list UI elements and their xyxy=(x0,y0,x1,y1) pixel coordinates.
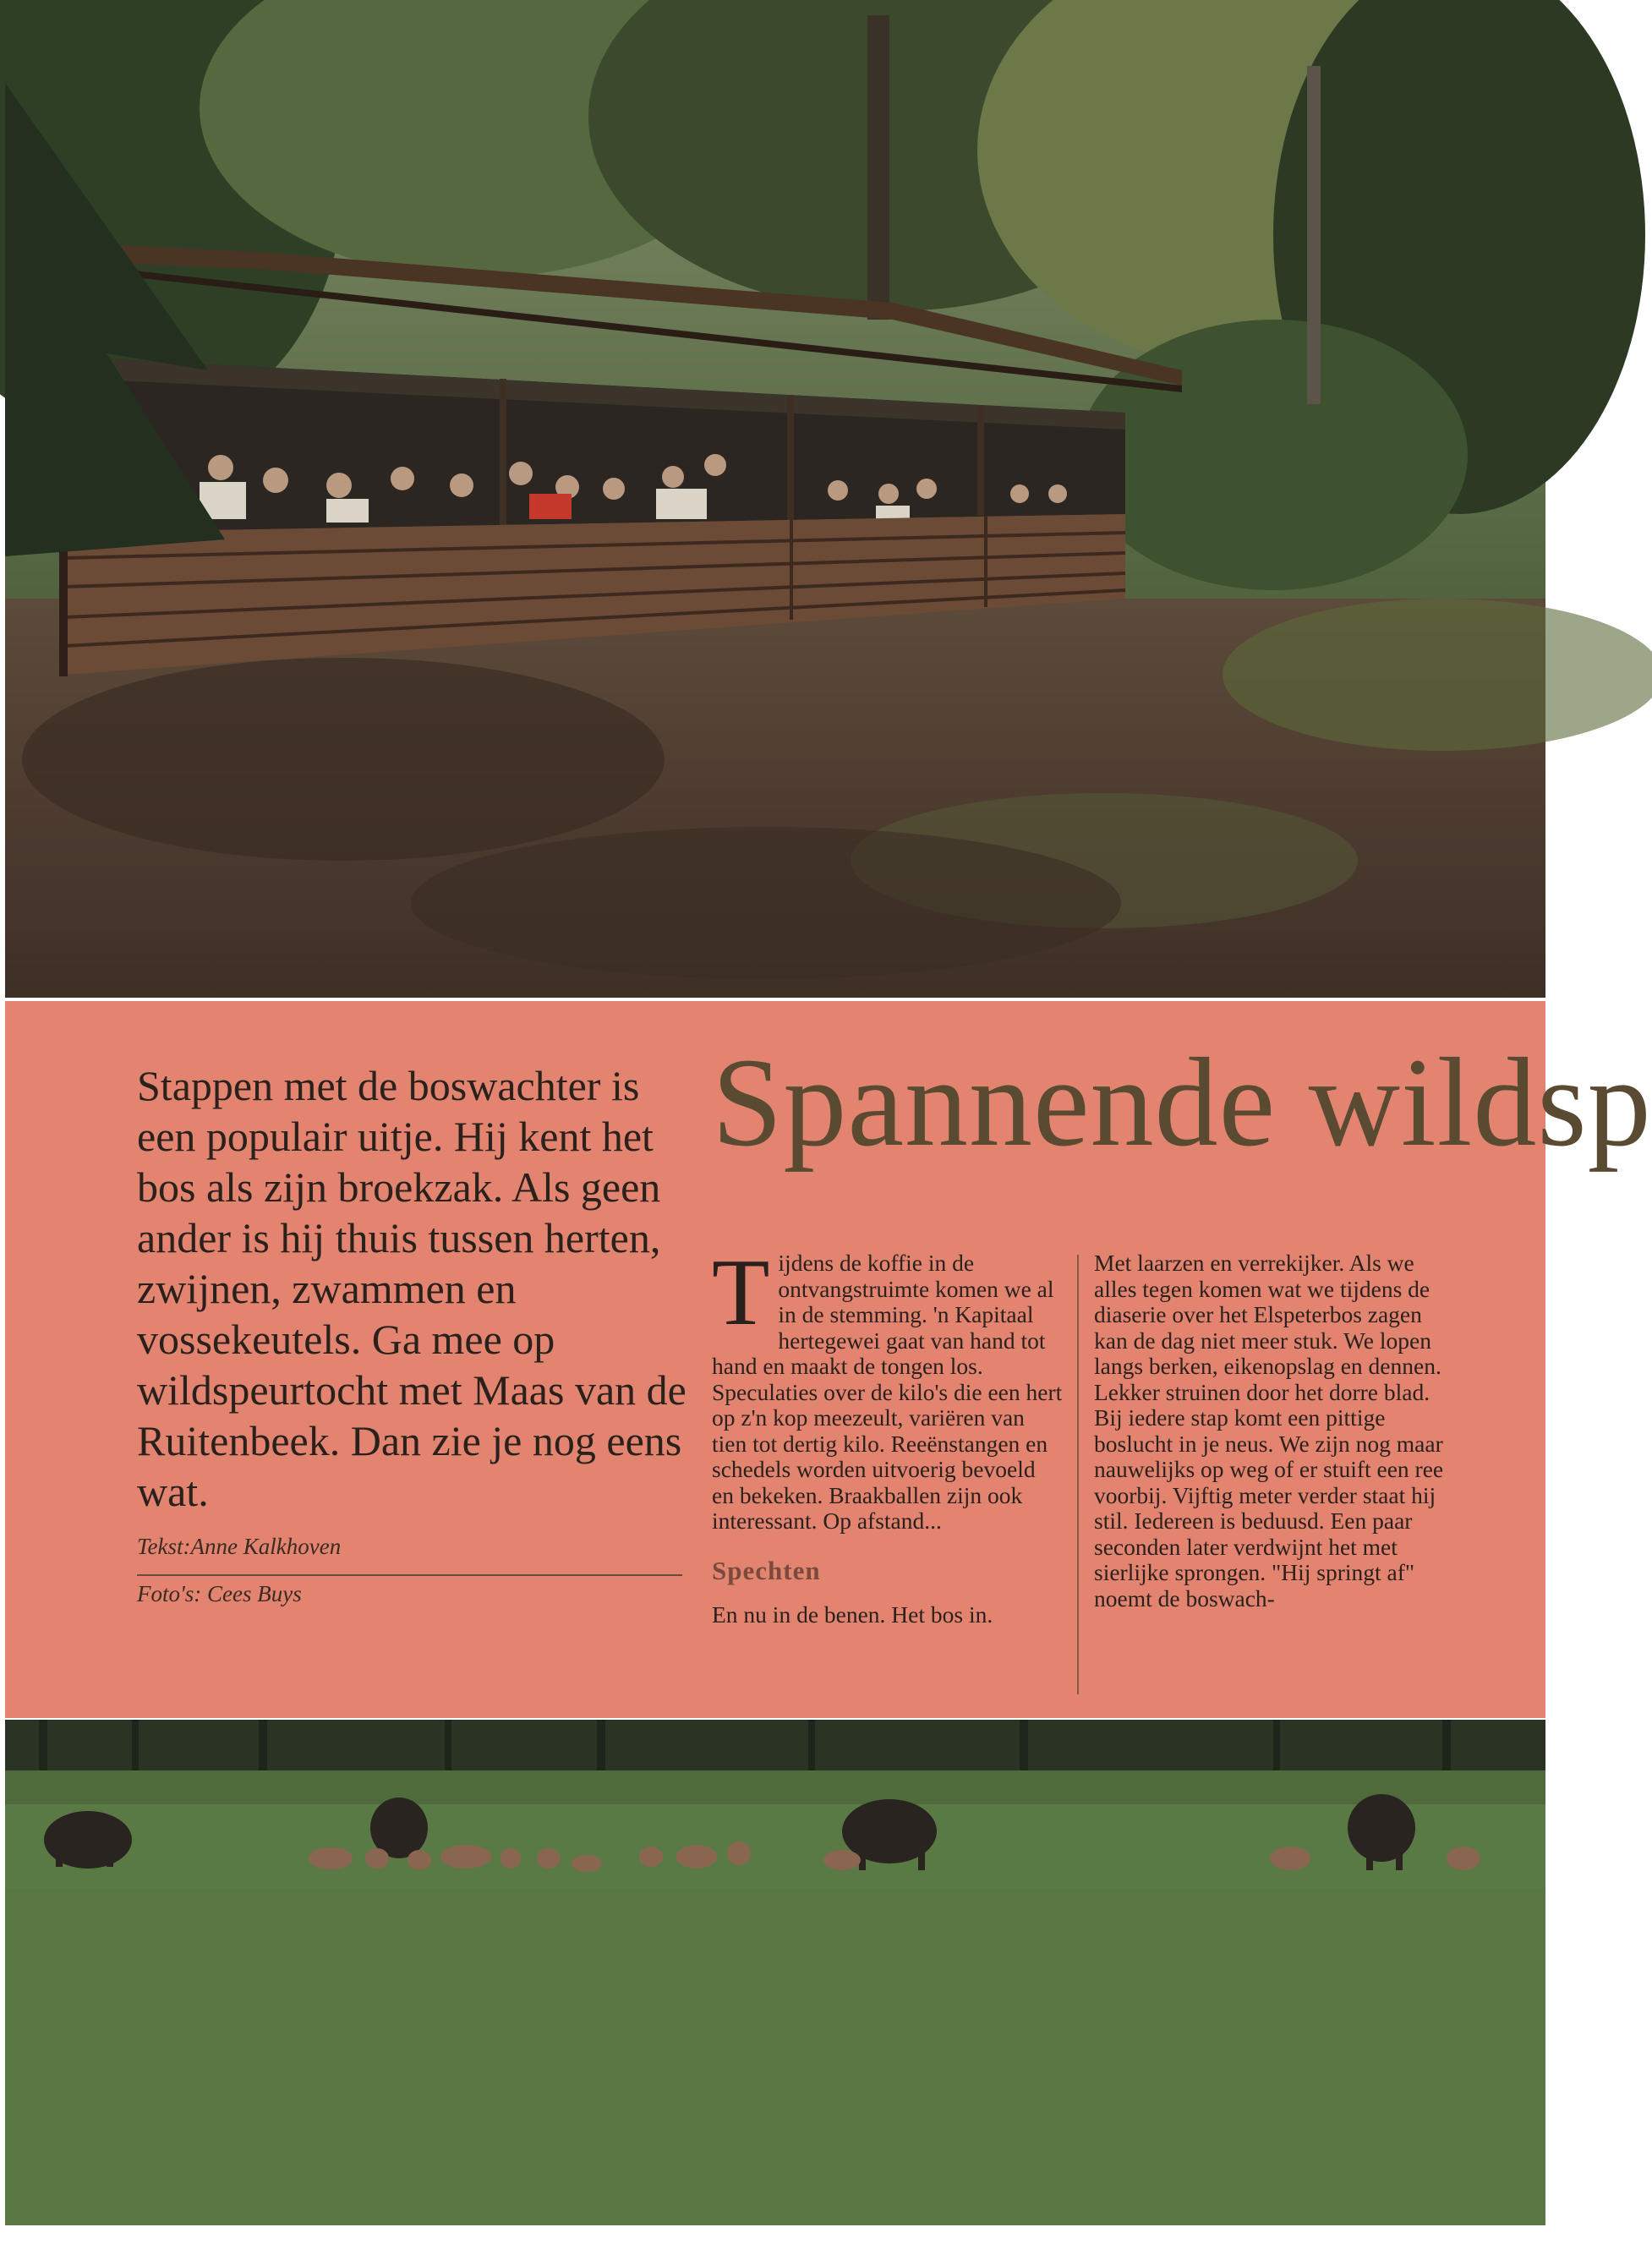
observation-hide-illustration xyxy=(5,15,1545,998)
lead-paragraph xyxy=(712,1240,1063,1535)
intro-text xyxy=(137,1060,687,1517)
column-1-ending: En nu in de benen. Het bos in. xyxy=(712,1601,993,1628)
intro-paragraph: Stappen met de boswachter is een populair uitje. Hij kent het bos als zijn broekzak. Als geen ander is hij thuis tussen herten, zwijnen, zwammen en vossekeutels. Ga mee op wildspeurtocht met Maas van de Ruitenbeek. Dan zie je nog eens wat. xyxy=(137,1062,687,1515)
observation-hide-photo xyxy=(5,15,1545,998)
drop-cap: T xyxy=(712,1240,770,1345)
page-margin xyxy=(0,2229,1560,2249)
article-column-2 xyxy=(1094,1250,1445,1612)
lead-text: ijdens de koffie in de ontvangstruimte komen we al in de stemming. 'n Kapitaal hertegewei gaat van hand tot hand en maakt de tongen los. Speculaties over de kilo's die een hert op z'n kop meezeult, variëren van tien tot dertig kilo. Reeënstangen en schedels worden uitvoerig bevoeld en bekeken. Braakballen zijn ook interessant. Op afstand... xyxy=(712,1250,1063,1534)
column-2-text: Met laarzen en verrekijker. Als we alles tegen komen wat we tijdens de diaserie over het Elspeterbos zagen kan de dag niet meer stuk. We lopen langs berken, eikenopslag en dennen. Lekker struinen door het dorre blad. Bij iedere stap komt een pittige boslucht in je neus. We zijn nog maar nauwelijks op weg of er stuift een ree voorbij. Vijftig meter verder staat hij stil. Iedereen is beduusd. Een paar seconden later verdwijnt het met sierlijke sprongen. "Hij springt af" noemt de boswach- xyxy=(1094,1250,1444,1612)
article-column-1 xyxy=(712,1240,1063,1628)
section-subheading: Spechten xyxy=(712,1555,821,1585)
article-headline: Spannende wildsp xyxy=(712,1032,1652,1173)
wild-boars-illustration xyxy=(5,1720,1545,2225)
column-divider xyxy=(1077,1255,1079,1694)
credit-divider xyxy=(137,1574,682,1576)
photo-credit: Foto's: Cees Buys xyxy=(137,1581,302,1606)
article-band xyxy=(5,1001,1652,1718)
wild-boars-photo xyxy=(5,1720,1545,2225)
text-credit: Tekst:Anne Kalkhoven xyxy=(137,1534,342,1559)
